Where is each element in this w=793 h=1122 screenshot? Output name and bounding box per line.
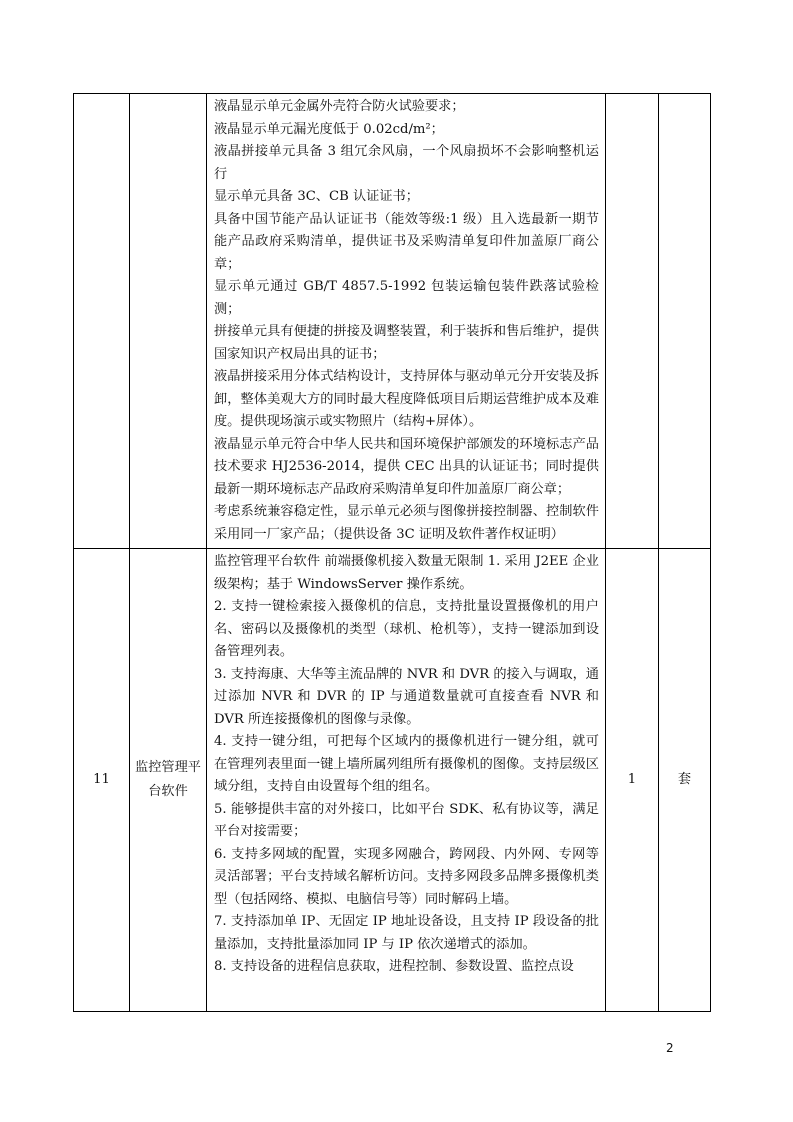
spec-line: 显示单元通过 GB/T 4857.5-1992 包装运输包装件跌落试验检测； [214, 279, 599, 317]
item-number-cell [74, 94, 130, 549]
spec-line: 液晶显示单元符合中华人民共和国环境保护部颁发的环境标志产品技术要求 HJ2536-2014，提供 CEC 出具的认证证书；同时提供最新一期环境标志产品政府采购清单复印件加盖原厂商公章； [214, 436, 599, 497]
spec-line: 4. 支持一键分组，可把每个区域内的摄像机进行一键分组，就可在管理列表里面一键上墙所属列组所有摄像机的图像。支持层级区域分组，支持自由设置每个组的组名。 [214, 734, 599, 794]
table-row [74, 94, 711, 549]
spec-cell [207, 94, 606, 549]
spec-line: 8. 支持设备的进程信息获取，进程控制、参数设置、监控点设 [214, 959, 574, 974]
unit-cell: 套 [659, 549, 711, 1012]
spec-cell [207, 549, 606, 1012]
spec-line: 液晶拼接采用分体式结构设计，支持屏体与驱动单元分开安装及拆卸，整体美观大方的同时最大程度降低项目后期运营维护成本及难度。提供现场演示或实物照片（结构+屏体）。 [214, 369, 599, 429]
spec-line: 拼接单元具有便捷的拼接及调整装置，利于装拆和售后维护，提供国家知识产权局出具的证书； [214, 324, 599, 362]
item-name-cell [130, 94, 207, 549]
unit-cell [659, 94, 711, 549]
quantity-cell: 1 [606, 549, 659, 1012]
spec-line: 7. 支持添加单 IP、无固定 IP 地址设备设，且支持 IP 段设备的批量添加，支持批量添加同 IP 与 IP 依次递增式的添加。 [214, 914, 599, 952]
spec-table [73, 93, 711, 1012]
spec-line: 液晶显示单元漏光度低于 0.02cd/m²； [214, 121, 444, 137]
spec-line: 液晶拼接单元具备 3 组冗余风扇，一个风扇损坏不会影响整机运行 [214, 144, 599, 182]
spec-line: 3. 支持海康、大华等主流品牌的 NVR 和 DVR 的接入与调取，通过添加 NVR 和 DVR 的 IP 与通道数量就可直接查看 NVR 和 DVR 所连接摄像机的图像与录像。 [214, 666, 599, 727]
spec-line: 考虑系统兼容稳定性，显示单元必须与图像拼接控制器、控制软件采用同一厂家产品；（提供设备 3C 证明及软件著作权证明） [214, 504, 599, 542]
spec-line: 液晶显示单元金属外壳符合防火试验要求； [214, 99, 465, 114]
spec-line: 6. 支持多网域的配置，实现多网融合，跨网段、内外网、专网等灵活部署；平台支持域名解析访问。支持多网段多品牌多摄像机类型（包括网络、模拟、电脑信号等）同时解码上墙。 [214, 846, 599, 907]
spec-line: 具备中国节能产品认证证书（能效等级:1 级）且入选最新一期节能产品政府采购清单，提供证书及采购清单复印件加盖原厂商公章； [214, 211, 599, 272]
table-row [74, 549, 711, 1012]
quantity-cell [606, 94, 659, 549]
spec-line: 2. 支持一键检索接入摄像机的信息，支持批量设置摄像机的用户名、密码以及摄像机的类型（球机、枪机等），支持一键添加到设备管理列表。 [214, 599, 599, 659]
item-name-cell: 监控管理平台软件 [130, 549, 207, 1012]
item-number-cell: 11 [74, 549, 130, 1012]
spec-line: 监控管理平台软件 前端摄像机接入数量无限制 1. 采用 J2EE 企业级架构；基于 WindowsServer 操作系统。 [214, 554, 599, 592]
spec-line: 显示单元具备 3C、CB 认证证书； [214, 189, 419, 204]
spec-line: 5. 能够提供丰富的对外接口，比如平台 SDK、私有协议等，满足平台对接需要； [214, 801, 599, 839]
page-number: 2 [666, 1041, 674, 1055]
